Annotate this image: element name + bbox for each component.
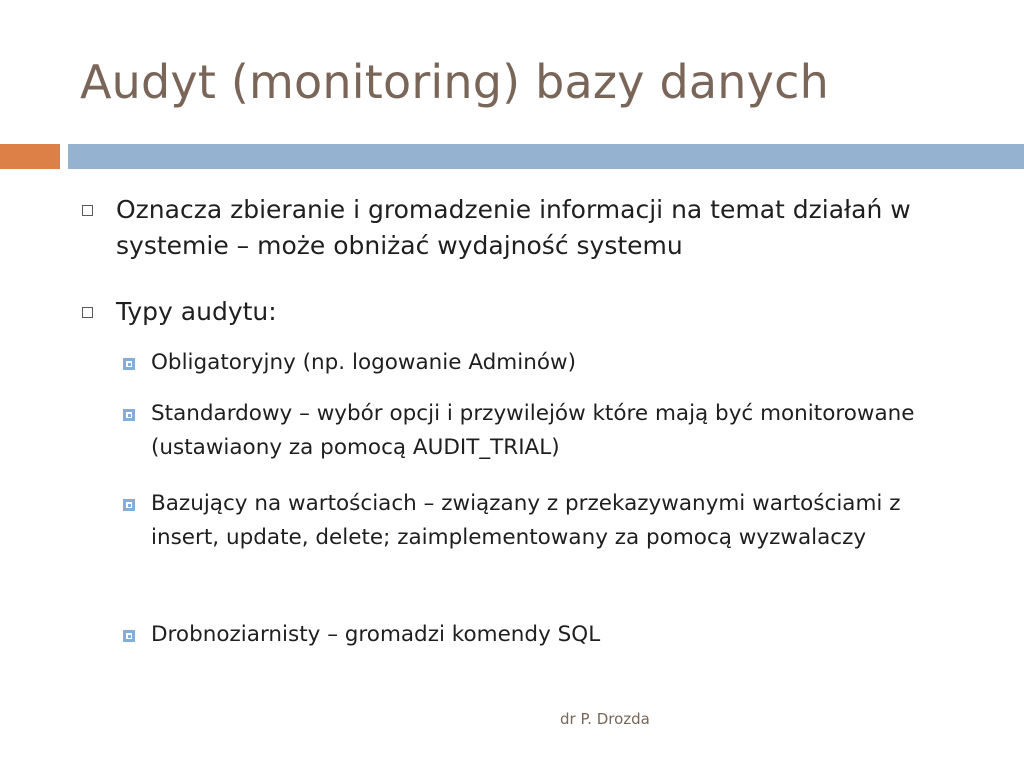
hollow-square-bullet-icon (82, 205, 93, 216)
bullet-item (82, 192, 982, 264)
title-accent-bar-orange (0, 144, 60, 169)
title-accent-bar-blue (68, 144, 1024, 169)
sub-bullet-item (123, 487, 973, 555)
bullet-text: Oznacza zbieranie i gromadzenie informacji na temat działań w systemie – może obniżać wydajność systemu (116, 195, 911, 260)
hollow-square-bullet-icon (82, 307, 93, 318)
square-bullet-icon (123, 409, 135, 421)
square-bullet-icon (123, 499, 135, 511)
sub-bullet-item (123, 346, 973, 380)
slide-title: Audyt (monitoring) bazy danych (80, 55, 829, 109)
square-bullet-icon (123, 358, 135, 370)
sub-bullet-item (123, 618, 973, 652)
sub-bullet-text: Standardowy – wybór opcji i przywilejów które mają być monitorowane (ustawiaony za pomocą AUDIT_TRIAL) (151, 401, 915, 460)
sub-bullet-text: Obligatoryjny (np. logowanie Adminów) (151, 350, 576, 375)
bullet-item (82, 294, 982, 330)
footer-author: dr P. Drozda (560, 710, 650, 728)
bullet-text: Typy audytu: (116, 297, 277, 326)
sub-bullet-item (123, 397, 973, 465)
sub-bullet-text: Drobnoziarnisty – gromadzi komendy SQL (151, 622, 601, 647)
square-bullet-icon (123, 630, 135, 642)
sub-bullet-text: Bazujący na wartościach – związany z przekazywanymi wartościami z insert, update, delete; zaimplementowany za pomocą wyzwalaczy (151, 491, 901, 550)
